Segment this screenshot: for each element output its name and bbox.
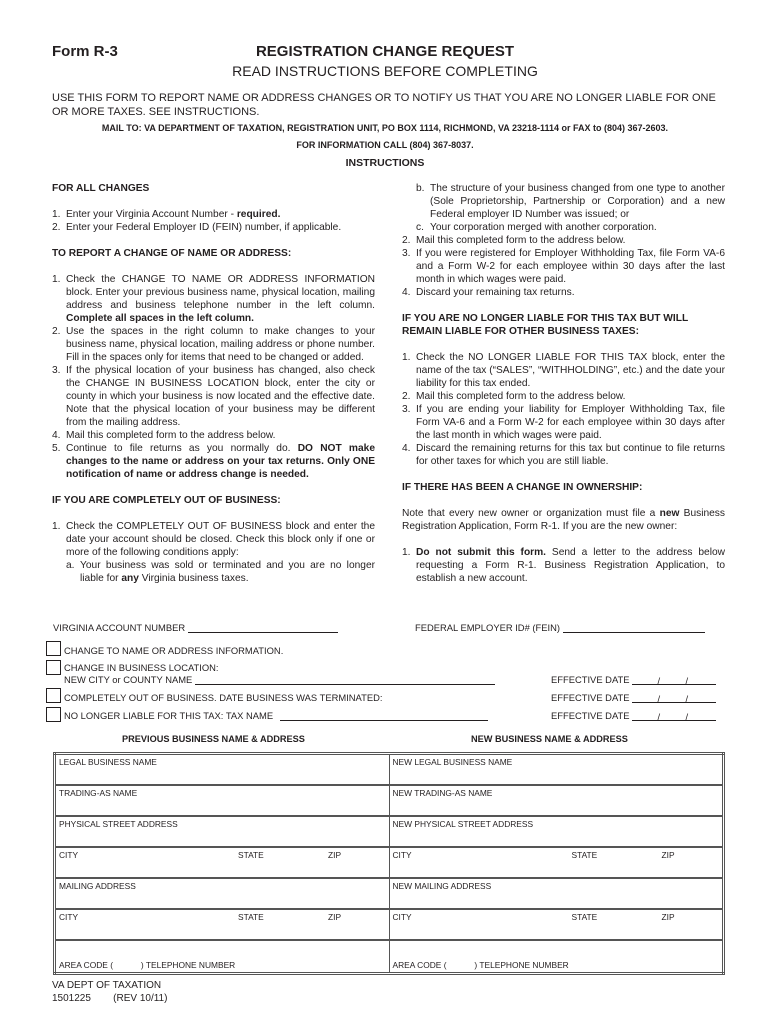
item-number: 4. xyxy=(52,430,61,441)
section-heading xyxy=(52,182,375,195)
text-segment: IF YOU ARE NO LONGER LIABLE FOR THIS TAX BUT WILL REMAIN LIABLE FOR OTHER BUSINESS TAXES: xyxy=(402,313,688,337)
spacer xyxy=(402,299,725,312)
table-row xyxy=(55,785,724,816)
text-segment: Your business was sold or terminated and you are no longer liable for xyxy=(80,560,375,584)
field-label: NEW PHYSICAL STREET ADDRESS xyxy=(392,818,534,829)
instruction-item xyxy=(402,546,725,585)
footer xyxy=(52,979,167,1005)
table-row xyxy=(55,909,724,940)
instruction-text xyxy=(402,482,642,493)
previous-field-cell[interactable] xyxy=(55,816,390,847)
date-slash: / xyxy=(660,693,688,703)
field-label: NEW MAILING ADDRESS xyxy=(392,880,492,891)
field-label: CITY xyxy=(392,849,412,860)
instruction-subitem xyxy=(402,221,725,234)
field-label: NEW TRADING-AS NAME xyxy=(392,787,493,798)
state-label: STATE xyxy=(571,849,598,860)
text-segment: If you are ending your liability for Employer Withholding Tax, file Form VA-6 and a Form W-2 for each employee within 30 days after the last month in which wages were paid. xyxy=(416,404,725,441)
text-segment: Enter your Virginia Account Number - xyxy=(66,209,237,220)
new-field-cell[interactable] xyxy=(389,940,724,974)
effective-date-label: EFFECTIVE DATE xyxy=(551,710,630,721)
instruction-text xyxy=(52,183,149,194)
instruction-text xyxy=(80,559,375,585)
instruction-text xyxy=(66,429,276,442)
date-slash: / xyxy=(660,711,688,721)
instruction-text xyxy=(66,442,375,481)
effective-date-no-longer-liable[interactable] xyxy=(551,710,716,721)
text-segment: Business Registration Application, Form R-1. If you are the new owner: xyxy=(402,508,725,532)
va-account-field xyxy=(53,622,338,633)
instructions-left-column xyxy=(52,182,375,585)
previous-business-heading: PREVIOUS BUSINESS NAME & ADDRESS xyxy=(122,734,305,744)
instruction-item xyxy=(402,403,725,442)
table-row xyxy=(55,878,724,909)
location-change-label: CHANGE IN BUSINESS LOCATION: xyxy=(64,662,219,673)
previous-field-cell[interactable] xyxy=(55,909,390,940)
instruction-text xyxy=(402,313,688,337)
instruction-text xyxy=(52,248,291,259)
instruction-text xyxy=(66,325,375,364)
instruction-item xyxy=(402,351,725,390)
bold-text: required. xyxy=(236,209,281,220)
footer-dept: VA DEPT OF TAXATION xyxy=(52,980,162,991)
instruction-item xyxy=(52,273,375,325)
instruction-text xyxy=(52,495,281,506)
field-label: CITY xyxy=(59,911,79,922)
text-segment: Virginia business taxes. xyxy=(138,573,249,584)
spacer xyxy=(52,481,375,494)
checkbox-no-longer-liable[interactable] xyxy=(46,707,61,722)
previous-field-cell[interactable] xyxy=(55,847,390,878)
field-label: CITY xyxy=(392,911,412,922)
item-number: 2. xyxy=(402,391,411,402)
instruction-text xyxy=(66,208,280,221)
instruction-text xyxy=(416,546,725,585)
bold-text: any xyxy=(121,573,139,584)
new-field-cell[interactable] xyxy=(389,878,724,909)
instruction-item xyxy=(402,286,725,299)
text-segment: IF YOU ARE COMPLETELY OUT OF BUSINESS: xyxy=(52,495,281,506)
item-number: 3. xyxy=(402,248,411,259)
previous-field-cell[interactable] xyxy=(55,940,390,974)
info-call-text: FOR INFORMATION CALL (804) 367-8037. xyxy=(296,140,474,150)
instruction-text xyxy=(402,508,725,532)
text-segment: Continue to file returns as you normally do. xyxy=(66,443,298,454)
fein-label: FEDERAL EMPLOYER ID# (FEIN) xyxy=(415,622,560,633)
text-segment: FOR ALL CHANGES xyxy=(52,183,150,194)
spacer xyxy=(402,533,725,546)
text-segment: The structure of your business changed from one type to another (Sole Proprietorship, Partnership or Corporation) and a new Federal employer ID Number was issued; or xyxy=(430,183,725,220)
checkbox-location-change[interactable] xyxy=(46,660,61,675)
name-change-label: CHANGE TO NAME OR ADDRESS INFORMATION. xyxy=(64,645,284,656)
va-account-label: VIRGINIA ACCOUNT NUMBER xyxy=(53,622,186,633)
instruction-paragraph xyxy=(402,507,725,533)
instruction-text xyxy=(416,442,725,468)
section-heading xyxy=(52,494,375,507)
field-label: LEGAL BUSINESS NAME xyxy=(59,757,157,767)
text-segment: Note that every new owner or organization must file a xyxy=(402,508,660,519)
text-segment: Mail this completed form to the address below. xyxy=(66,430,276,441)
instruction-item xyxy=(52,520,375,559)
item-number: 1. xyxy=(52,209,61,220)
previous-field-cell[interactable] xyxy=(55,878,390,909)
va-account-input[interactable] xyxy=(188,623,338,633)
text-segment: Check the CHANGE TO NAME OR ADDRESS INFORMATION block. Enter your previous business name, physical location, mailing address and business telephone number in the left column. xyxy=(66,274,375,311)
instruction-subitem xyxy=(402,182,725,221)
bold-text: new xyxy=(659,508,680,519)
effective-date-location[interactable] xyxy=(551,674,716,685)
zip-label: ZIP xyxy=(328,911,342,922)
instruction-text xyxy=(416,403,725,442)
instruction-item xyxy=(402,442,725,468)
form-title: REGISTRATION CHANGE REQUEST xyxy=(255,43,515,60)
item-number: 3. xyxy=(52,365,61,376)
item-number: 1. xyxy=(402,547,411,558)
instruction-text xyxy=(430,182,725,221)
new-field-cell[interactable] xyxy=(389,909,724,940)
item-number: c. xyxy=(416,222,424,233)
instruction-item xyxy=(52,429,375,442)
instruction-text xyxy=(66,520,375,559)
item-number: 2. xyxy=(52,326,61,337)
instructions-heading: INSTRUCTIONS xyxy=(345,157,425,169)
instructions-right-column xyxy=(402,182,725,585)
form-id: Form R-3 xyxy=(52,43,118,60)
checkbox-out-of-business[interactable] xyxy=(46,688,61,703)
text-segment: Send a letter to the address below requesting a Form R-1. Business Registration Application, to establish a new account. xyxy=(416,547,725,584)
spacer xyxy=(52,234,375,247)
bold-text: Do not submit this form. xyxy=(416,547,547,558)
field-label: NEW LEGAL BUSINESS NAME xyxy=(392,757,513,767)
text-segment: Use the spaces in the right column to make changes to your business name, physical location, mailing address or phone number. Fill in the spaces only for items that need to be changed or added. xyxy=(66,326,375,363)
new-field-cell[interactable] xyxy=(389,816,724,847)
item-number: 4. xyxy=(402,287,411,298)
tax-name-input[interactable] xyxy=(280,711,488,721)
no-longer-liable-field xyxy=(64,710,488,721)
bold-text: DO NOT make changes to the name or address on your tax returns. Only ONE notification of name or address change is needed. xyxy=(66,443,375,480)
date-slash: / xyxy=(632,711,660,721)
new-city-field xyxy=(64,674,495,685)
business-address-table xyxy=(53,752,725,975)
field-label: MAILING ADDRESS xyxy=(59,880,136,891)
instruction-text xyxy=(416,390,626,403)
instruction-text xyxy=(66,221,341,234)
item-number: 2. xyxy=(402,235,411,246)
date-year xyxy=(688,675,716,685)
instruction-text xyxy=(416,286,575,299)
text-segment: Enter your Federal Employer ID (FEIN) number, if applicable. xyxy=(66,222,342,233)
date-slash: / xyxy=(632,675,660,685)
new-business-heading: NEW BUSINESS NAME & ADDRESS xyxy=(471,734,628,744)
state-label: STATE xyxy=(238,911,264,922)
instruction-text xyxy=(416,247,725,286)
no-longer-liable-label: NO LONGER LIABLE FOR THIS TAX: TAX NAME xyxy=(64,710,274,721)
zip-label: ZIP xyxy=(328,849,342,860)
date-year xyxy=(688,711,716,721)
new-city-label: NEW CITY or COUNTY NAME xyxy=(64,674,193,685)
effective-date-out-of-business[interactable] xyxy=(551,692,716,703)
effective-date-label: EFFECTIVE DATE xyxy=(551,692,630,703)
form-subtitle: READ INSTRUCTIONS BEFORE COMPLETING xyxy=(232,63,538,79)
field-label: AREA CODE ( ) TELEPHONE NUMBER xyxy=(392,960,569,970)
new-field-cell[interactable] xyxy=(389,754,724,785)
field-label: AREA CODE ( ) TELEPHONE NUMBER xyxy=(59,960,236,970)
spacer xyxy=(402,468,725,481)
instruction-text xyxy=(416,234,626,247)
bold-text: Complete all spaces in the left column. xyxy=(66,313,254,324)
text-segment: TO REPORT A CHANGE OF NAME OR ADDRESS: xyxy=(52,248,292,259)
state-label: STATE xyxy=(571,911,598,922)
text-segment: Check the NO LONGER LIABLE FOR THIS TAX block, enter the name of the tax (“SALES”, “WITHHOLDING”, etc.) and the date your liability for this tax ended. xyxy=(416,352,725,389)
state-label: STATE xyxy=(238,849,264,860)
fein-input[interactable] xyxy=(563,623,705,633)
table-row xyxy=(55,940,724,974)
instruction-item xyxy=(402,247,725,286)
item-number: 5. xyxy=(52,443,61,454)
date-slash: / xyxy=(660,675,688,685)
instruction-item xyxy=(52,442,375,481)
field-label: PHYSICAL STREET ADDRESS xyxy=(59,818,178,829)
previous-field-cell[interactable] xyxy=(55,754,390,785)
field-label: TRADING-AS NAME xyxy=(59,787,138,798)
section-heading xyxy=(402,312,725,338)
previous-field-cell[interactable] xyxy=(55,785,390,816)
item-number: 4. xyxy=(402,443,411,454)
instruction-text xyxy=(430,221,657,234)
instruction-text xyxy=(66,273,375,325)
instruction-text xyxy=(66,364,375,429)
instruction-item xyxy=(52,208,375,221)
instruction-item xyxy=(402,390,725,403)
table-row xyxy=(55,754,724,785)
text-segment: Your corporation merged with another corporation. xyxy=(430,222,657,233)
text-segment: Check the COMPLETELY OUT OF BUSINESS block and enter the date your account should be closed. Check this block only if one or more of the following conditions apply: xyxy=(66,521,375,558)
text-segment: If you were registered for Employer Withholding Tax, file Form VA-6 and a Form W-2 for each employee within 30 days after the last month in which wages were paid. xyxy=(416,248,725,285)
text-segment: Discard your remaining tax returns. xyxy=(416,287,575,298)
text-segment: Mail this completed form to the address below. xyxy=(416,391,626,402)
intro-text: USE THIS FORM TO REPORT NAME OR ADDRESS CHANGES OR TO NOTIFY US THAT YOU ARE NO LONGER LIABLE FOR ONE OR MORE TAXES. SEE INSTRUCTIONS. xyxy=(52,92,716,118)
section-heading xyxy=(402,481,725,494)
item-number: a. xyxy=(66,560,75,571)
item-number: 1. xyxy=(52,521,61,532)
date-year xyxy=(688,693,716,703)
item-number: 1. xyxy=(402,352,411,363)
instruction-item xyxy=(402,234,725,247)
instruction-item xyxy=(52,364,375,429)
zip-label: ZIP xyxy=(661,849,675,860)
out-of-business-label: COMPLETELY OUT OF BUSINESS. DATE BUSINESS WAS TERMINATED: xyxy=(64,692,383,703)
section-heading xyxy=(52,247,375,260)
mail-to-text: MAIL TO: VA DEPARTMENT OF TAXATION, REGISTRATION UNIT, PO BOX 1114, RICHMOND, VA 23218-1114 or FAX to (804) 367-2603. xyxy=(101,123,669,133)
instruction-text xyxy=(416,351,725,390)
checkbox-name-change[interactable] xyxy=(46,641,61,656)
new-city-input[interactable] xyxy=(195,675,495,685)
instruction-item xyxy=(52,221,375,234)
item-number: b. xyxy=(416,183,425,194)
field-label: CITY xyxy=(59,849,79,860)
fein-field xyxy=(415,622,705,633)
item-number: 1. xyxy=(52,274,61,285)
text-segment: Discard the remaining returns for this tax but continue to file returns for other taxes for which you are still liable. xyxy=(416,443,725,467)
item-number: 2. xyxy=(52,222,61,233)
table-row xyxy=(55,816,724,847)
new-field-cell[interactable] xyxy=(389,785,724,816)
new-field-cell[interactable] xyxy=(389,847,724,878)
text-segment: If the physical location of your business has changed, also check the CHANGE IN BUSINESS LOCATION block, enter the city or county in which your business is now located and the effective date. Note that the physical location of your business may be different from the mailing address. xyxy=(66,365,375,428)
table-row xyxy=(55,847,724,878)
instruction-item xyxy=(52,325,375,364)
effective-date-label: EFFECTIVE DATE xyxy=(551,674,630,685)
text-segment: IF THERE HAS BEEN A CHANGE IN OWNERSHIP: xyxy=(402,482,643,493)
instruction-subitem xyxy=(52,559,375,585)
date-slash: / xyxy=(632,693,660,703)
item-number: 3. xyxy=(402,404,411,415)
text-segment: Mail this completed form to the address below. xyxy=(416,235,626,246)
footer-form-code: 1501225 (REV 10/11) xyxy=(52,993,168,1004)
zip-label: ZIP xyxy=(661,911,675,922)
